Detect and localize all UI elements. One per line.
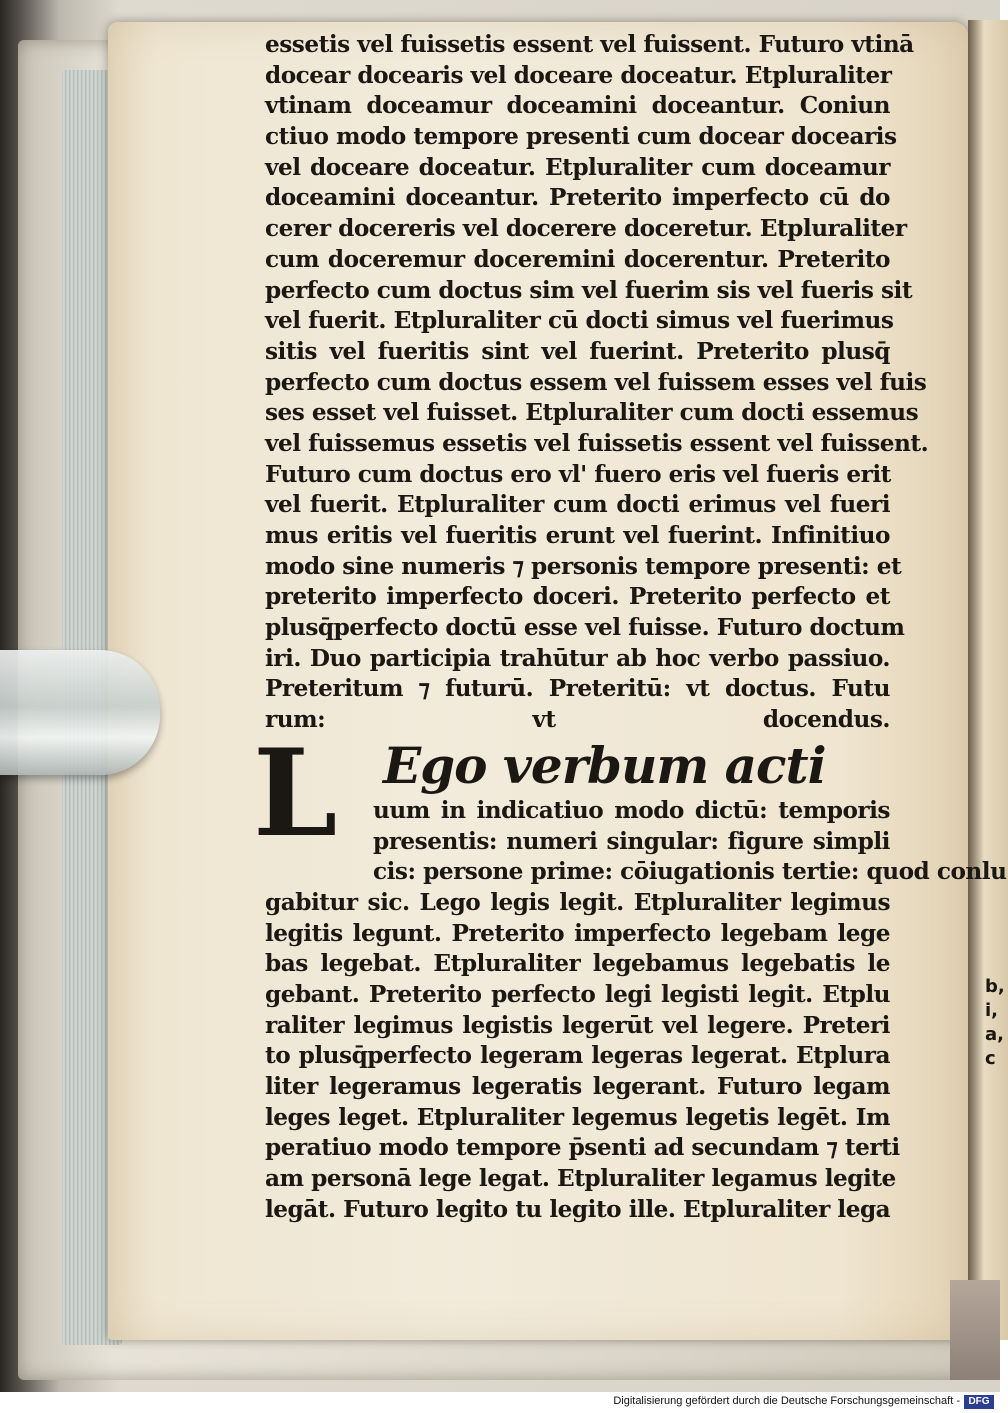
- text-line: modo sine numeris ⁊ personis tempore presenti: et: [265, 552, 902, 580]
- text-line: raliter legimus legistis legerūt vel legere. Preteri: [265, 1011, 890, 1039]
- text-line: essetis vel fuissetis essent vel fuissent. Futuro vtinā: [265, 31, 914, 58]
- text-lines-bottom: [265, 888, 900, 1226]
- text-line: to plusq̄perfecto legeram legeras legerat. Etplura: [265, 1042, 890, 1070]
- page-clip: [0, 650, 160, 775]
- text-line: doceamini doceantur. Preterito imperfecto cū do: [265, 184, 890, 212]
- facing-page-edge: [968, 20, 1008, 1340]
- section-heading: Ego verbum acti: [383, 735, 826, 795]
- footer-bar: [0, 1392, 1000, 1413]
- decorated-initial: L: [253, 722, 337, 864]
- text-line: legāt. Futuro legito tu legito ille. Etpluraliter lega: [265, 1195, 891, 1223]
- text-line: rum: vt docendus.: [265, 706, 890, 734]
- text-line: gabitur sic. Lego legis legit. Etpluraliter legimus: [265, 888, 890, 916]
- text-line: uum in indicatiuo modo dictū: temporis: [373, 796, 890, 824]
- text-line: preterito imperfecto doceri. Preterito perfecto et: [265, 583, 890, 611]
- text-line: perfecto cum doctus sim vel fuerim sis vel fueris sit: [265, 276, 913, 304]
- text-line: am personā lege legat. Etpluraliter legamus legite: [265, 1165, 896, 1193]
- text-line: cis: persone prime: cōiugationis tertie: quod conlu: [373, 858, 1007, 886]
- text-line: Futuro cum doctus ero vl' fuero eris vel fueris erit: [265, 460, 891, 488]
- funding-credit: Digitalisierung gefördert durch die Deutsche Forschungsgemeinschaft -: [613, 1395, 960, 1407]
- text-line: liter legeramus legeratis legerant. Futuro legam: [265, 1073, 890, 1100]
- text-line: ctiuo modo tempore presenti cum docear docearis: [265, 123, 897, 151]
- text-line: cerer docereris vel docerere doceretur. Etpluraliter: [265, 215, 907, 243]
- text-line: peratiuo modo tempore p̄senti ad secundam ⁊ terti: [265, 1134, 900, 1162]
- text-lines-indented: [265, 796, 1007, 888]
- text-line: sitis vel fueritis sint vel fuerint. Preterito plusq̄: [265, 337, 890, 365]
- text-line: leges leget. Etpluraliter legemus legetis legēt. Im: [265, 1103, 890, 1131]
- text-line: docear docearis vel doceare doceatur. Etpluraliter: [265, 61, 892, 89]
- text-line: gebant. Preterito perfecto legi legisti legit. Etplu: [265, 980, 890, 1008]
- dfg-logo: DFG: [964, 1395, 994, 1409]
- facing-page-fragments: b,i,a,c: [985, 976, 1005, 1069]
- text-line: iri. Duo participia trahūtur ab hoc verbo passiuo.: [265, 644, 890, 672]
- text-line: vtinam doceamur doceamini doceantur. Coniun: [265, 92, 890, 120]
- text-line: vel fuerit. Etpluraliter cū docti simus vel fuerimus: [265, 307, 894, 335]
- text-lines-top: [265, 30, 929, 736]
- text-line: ses esset vel fuisset. Etpluraliter cum docti essemus: [265, 399, 919, 427]
- text-line: vel fuerit. Etpluraliter cum docti erimus vel fueri: [265, 491, 890, 519]
- text-line: bas legebat. Etpluraliter legebamus legebatis le: [265, 950, 890, 978]
- text-line: legitis legunt. Preterito imperfecto legebam lege: [265, 919, 890, 947]
- text-line: perfecto cum doctus essem vel fuissem esses vel fuis: [265, 368, 927, 396]
- text-line: cum doceremur doceremini docerentur. Preterito: [265, 245, 890, 273]
- text-line: presentis: numeri singular: figure simpli: [373, 827, 890, 855]
- text-line: vel fuissemus essetis vel fuissetis essent vel fuissent.: [265, 429, 929, 457]
- text-line: plusq̄perfecto doctū esse vel fuisse. Futuro doctum: [265, 614, 905, 642]
- text-line: vel doceare doceatur. Etpluraliter cum doceamur: [265, 153, 890, 181]
- text-line: mus eritis vel fueritis erunt vel fuerint. Infinitiuo: [265, 522, 890, 549]
- binding-corner: [950, 1280, 1000, 1380]
- text-line: Preteritum ⁊ futurū. Preteritū: vt doctus. Futu: [265, 675, 890, 703]
